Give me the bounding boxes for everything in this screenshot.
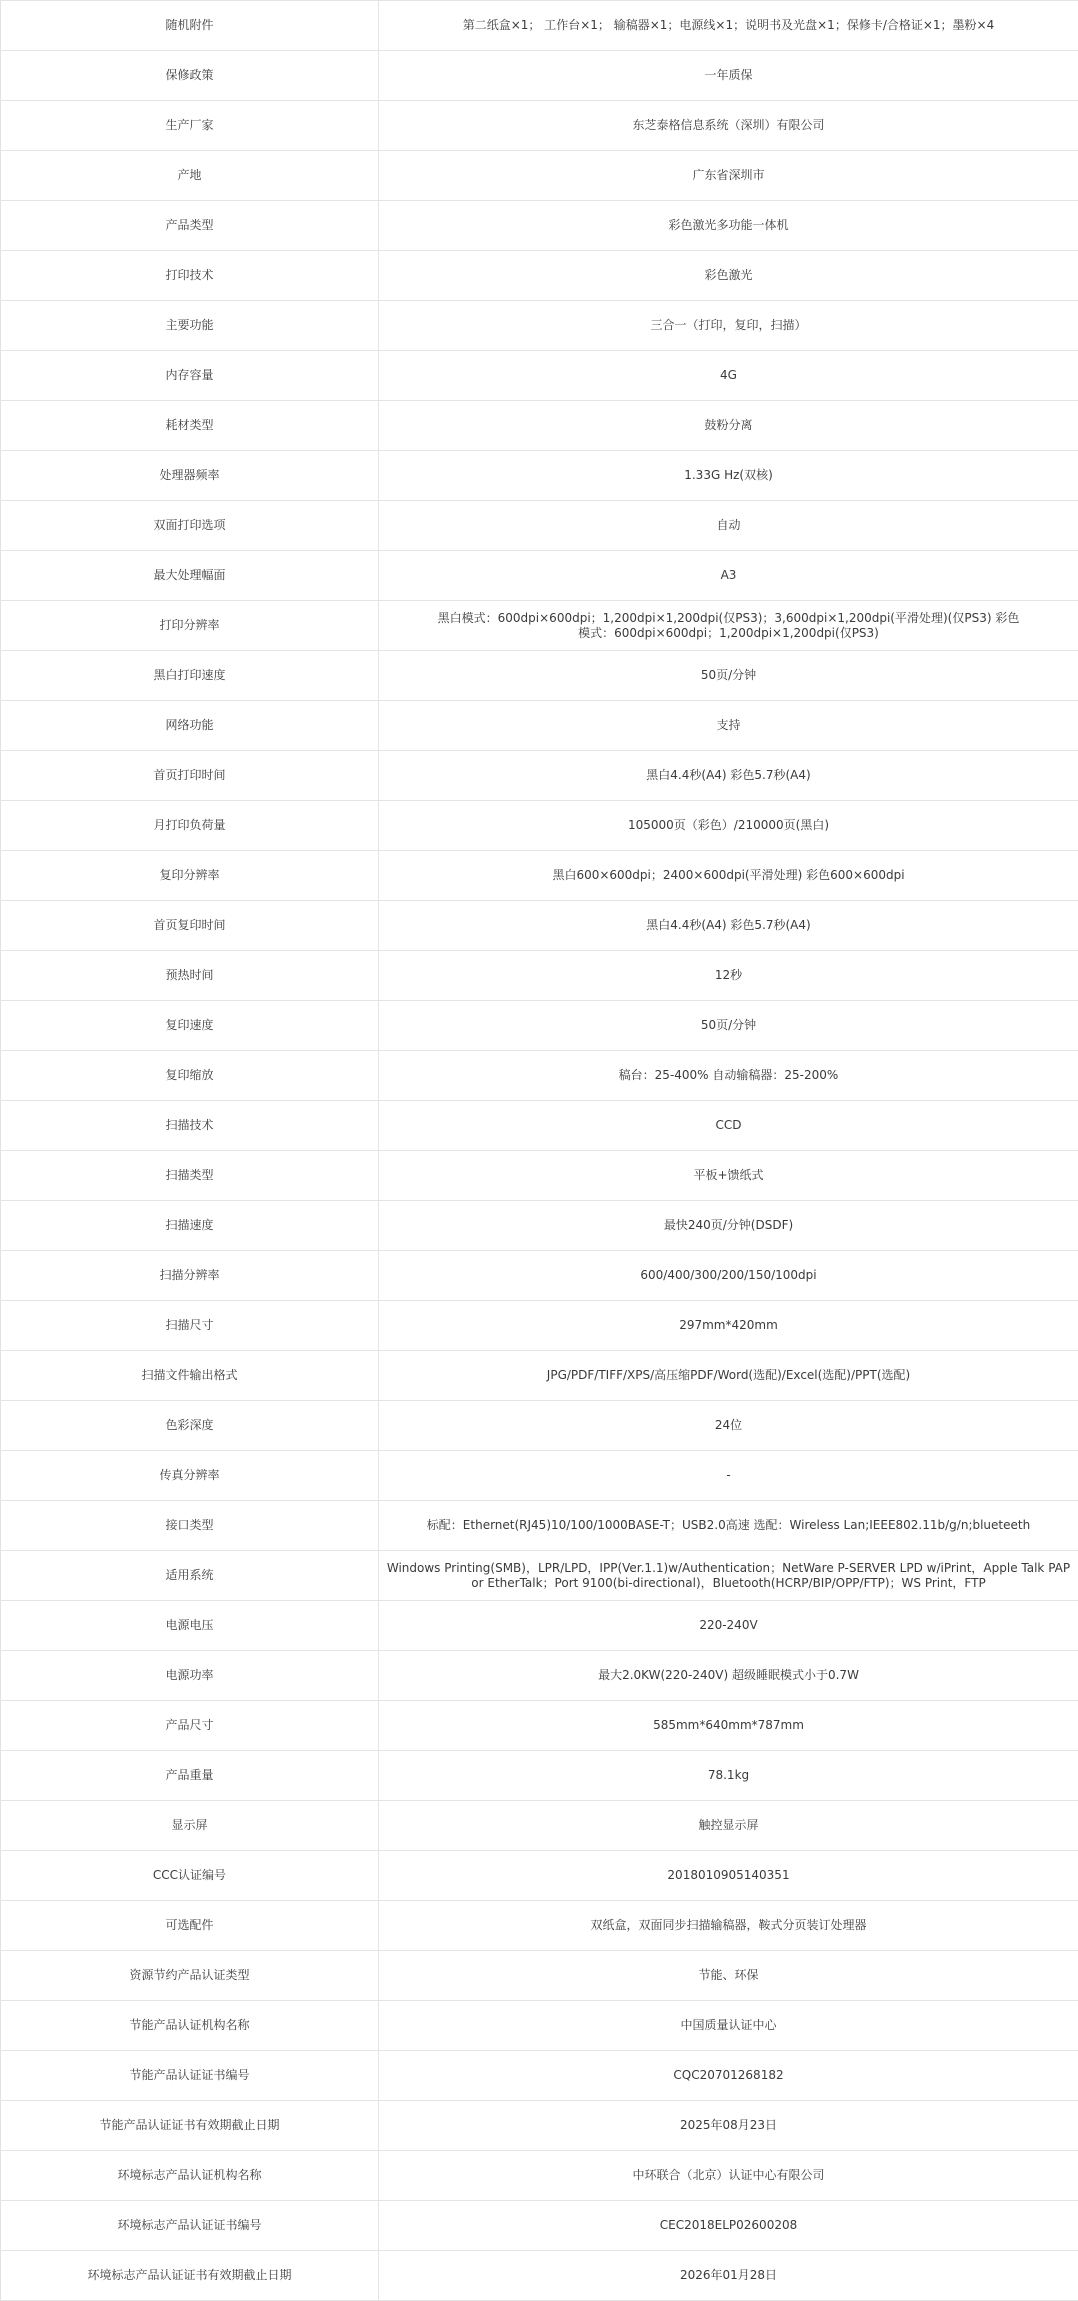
spec-value: 297mm*420mm [379,1301,1078,1351]
spec-label: 扫描分辨率 [1,1251,379,1301]
spec-value: 220-240V [379,1601,1078,1651]
table-row [1,351,1078,401]
table-row [1,1651,1078,1701]
table-row [1,2101,1078,2151]
spec-label: 处理器频率 [1,451,379,501]
spec-label: CCC认证编号 [1,1851,379,1901]
spec-value: 触控显示屏 [379,1801,1078,1851]
spec-value: 节能、环保 [379,1951,1078,2001]
spec-value: 黑白4.4秒(A4) 彩色5.7秒(A4) [379,901,1078,951]
spec-label: 产地 [1,151,379,201]
spec-label: 传真分辨率 [1,1451,379,1501]
table-row [1,1201,1078,1251]
spec-value: 中环联合（北京）认证中心有限公司 [379,2151,1078,2201]
spec-label: 耗材类型 [1,401,379,451]
table-row [1,1051,1078,1101]
spec-label: 生产厂家 [1,101,379,151]
spec-label: 复印缩放 [1,1051,379,1101]
spec-value: 最快240页/分钟(DSDF) [379,1201,1078,1251]
spec-label: 随机附件 [1,1,379,51]
spec-value: 支持 [379,701,1078,751]
spec-label: 显示屏 [1,1801,379,1851]
table-row [1,701,1078,751]
spec-value: 稿台：25-400% 自动输稿器：25-200% [379,1051,1078,1101]
table-row [1,2001,1078,2051]
spec-label: 电源电压 [1,1601,379,1651]
table-row [1,901,1078,951]
table-row [1,751,1078,801]
spec-value: 600/400/300/200/150/100dpi [379,1251,1078,1301]
table-row [1,1701,1078,1751]
table-row [1,1901,1078,1951]
spec-label: 环境标志产品认证机构名称 [1,2151,379,2201]
spec-label: 预热时间 [1,951,379,1001]
spec-label: 保修政策 [1,51,379,101]
table-row [1,1601,1078,1651]
spec-value: 第二纸盒×1； 工作台×1； 输稿器×1；电源线×1；说明书及光盘×1；保修卡/合格证×1；墨粉×4 [379,1,1078,51]
spec-label: 扫描文件输出格式 [1,1351,379,1401]
spec-label: 扫描技术 [1,1101,379,1151]
table-row [1,1751,1078,1801]
spec-value: 50页/分钟 [379,1001,1078,1051]
spec-value: CQC20701268182 [379,2051,1078,2101]
spec-label: 节能产品认证证书有效期截止日期 [1,2101,379,2151]
spec-label: 月打印负荷量 [1,801,379,851]
spec-value: 78.1kg [379,1751,1078,1801]
spec-value: 2018010905140351 [379,1851,1078,1901]
table-row [1,101,1078,151]
table-row [1,301,1078,351]
table-row [1,501,1078,551]
spec-label: 节能产品认证机构名称 [1,2001,379,2051]
spec-value: CCD [379,1101,1078,1151]
spec-label: 主要功能 [1,301,379,351]
spec-value: 双纸盒，双面同步扫描输稿器，鞍式分页装订处理器 [379,1901,1078,1951]
table-row [1,2201,1078,2251]
table-row [1,1001,1078,1051]
spec-value: 2025年08月23日 [379,2101,1078,2151]
table-row [1,1151,1078,1201]
spec-value: 24位 [379,1401,1078,1451]
spec-value: 鼓粉分离 [379,401,1078,451]
spec-label: 节能产品认证证书编号 [1,2051,379,2101]
spec-label: 首页复印时间 [1,901,379,951]
spec-value: 中国质量认证中心 [379,2001,1078,2051]
spec-label: 打印技术 [1,251,379,301]
table-row [1,1801,1078,1851]
spec-value: 最大2.0KW(220-240V) 超级睡眠模式小于0.7W [379,1651,1078,1701]
spec-label: 环境标志产品认证证书编号 [1,2201,379,2251]
spec-value: 50页/分钟 [379,651,1078,701]
spec-value: 一年质保 [379,51,1078,101]
spec-label: 扫描类型 [1,1151,379,1201]
spec-label: 复印分辨率 [1,851,379,901]
spec-label: 可选配件 [1,1901,379,1951]
spec-label: 内存容量 [1,351,379,401]
table-row [1,1301,1078,1351]
spec-label: 适用系统 [1,1551,379,1601]
spec-value: 三合一（打印，复印，扫描） [379,301,1078,351]
spec-label: 接口类型 [1,1501,379,1551]
table-row [1,2051,1078,2101]
spec-value: 585mm*640mm*787mm [379,1701,1078,1751]
table-row [1,801,1078,851]
spec-label: 复印速度 [1,1001,379,1051]
table-row [1,1401,1078,1451]
spec-value: A3 [379,551,1078,601]
spec-value: 彩色激光 [379,251,1078,301]
spec-value: CEC2018ELP02600208 [379,2201,1078,2251]
table-row [1,551,1078,601]
table-row [1,601,1078,651]
spec-value: 4G [379,351,1078,401]
table-row [1,451,1078,501]
spec-label: 色彩深度 [1,1401,379,1451]
spec-value: JPG/PDF/TIFF/XPS/高压缩PDF/Word(选配)/Excel(选配)/PPT(选配) [379,1351,1078,1401]
spec-value: 12秒 [379,951,1078,1001]
spec-label: 资源节约产品认证类型 [1,1951,379,2001]
table-row [1,251,1078,301]
spec-value: - [379,1451,1078,1501]
spec-label: 产品重量 [1,1751,379,1801]
spec-value: 黑白模式：600dpi×600dpi；1,200dpi×1,200dpi(仅PS3)；3,600dpi×1,200dpi(平滑处理)(仅PS3) 彩色模式：600dpi×600dpi；1,200dpi×1,200dpi(仅PS3) [379,601,1078,651]
spec-label: 环境标志产品认证证书有效期截止日期 [1,2251,379,2301]
table-row [1,2251,1078,2301]
spec-label: 打印分辨率 [1,601,379,651]
table-row [1,1251,1078,1301]
spec-value: 105000页（彩色）/210000页(黑白) [379,801,1078,851]
table-row [1,2151,1078,2201]
spec-label: 产品尺寸 [1,1701,379,1751]
table-row [1,1951,1078,2001]
spec-label: 产品类型 [1,201,379,251]
spec-value: 彩色激光多功能一体机 [379,201,1078,251]
table-row [1,51,1078,101]
table-row [1,851,1078,901]
spec-label: 最大处理幅面 [1,551,379,601]
spec-value: 1.33G Hz(双核) [379,451,1078,501]
spec-value: 自动 [379,501,1078,551]
table-row [1,1,1078,51]
table-row [1,951,1078,1001]
spec-value: 黑白600×600dpi；2400×600dpi(平滑处理) 彩色600×600dpi [379,851,1078,901]
spec-label: 双面打印选项 [1,501,379,551]
table-row [1,401,1078,451]
spec-value: 标配：Ethernet(RJ45)10/100/1000BASE-T；USB2.0高速 选配：Wireless Lan;IEEE802.11b/g/n;blueteeth [379,1501,1078,1551]
spec-value: 2026年01月28日 [379,2251,1078,2301]
spec-value: 平板+馈纸式 [379,1151,1078,1201]
spec-value: 黑白4.4秒(A4) 彩色5.7秒(A4) [379,751,1078,801]
table-row [1,1551,1078,1601]
table-row [1,1351,1078,1401]
spec-value: 广东省深圳市 [379,151,1078,201]
table-row [1,151,1078,201]
spec-label: 扫描速度 [1,1201,379,1251]
table-row [1,651,1078,701]
spec-value: Windows Printing(SMB)，LPR/LPD，IPP(Ver.1.1)w/Authentication；NetWare P-SERVER LPD w/iPrint，Apple Talk PAP or EtherTalk；Port 9100(bi-directional)，Bluetooth(HCRP/BIP/OPP/FTP)；WS Print，FTP [379,1551,1078,1601]
spec-label: 网络功能 [1,701,379,751]
table-row [1,1451,1078,1501]
spec-value: 东芝泰格信息系统（深圳）有限公司 [379,101,1078,151]
spec-label: 黑白打印速度 [1,651,379,701]
table-row [1,201,1078,251]
table-row [1,1501,1078,1551]
spec-label: 首页打印时间 [1,751,379,801]
spec-label: 扫描尺寸 [1,1301,379,1351]
spec-label: 电源功率 [1,1651,379,1701]
table-row [1,1101,1078,1151]
table-row [1,1851,1078,1901]
